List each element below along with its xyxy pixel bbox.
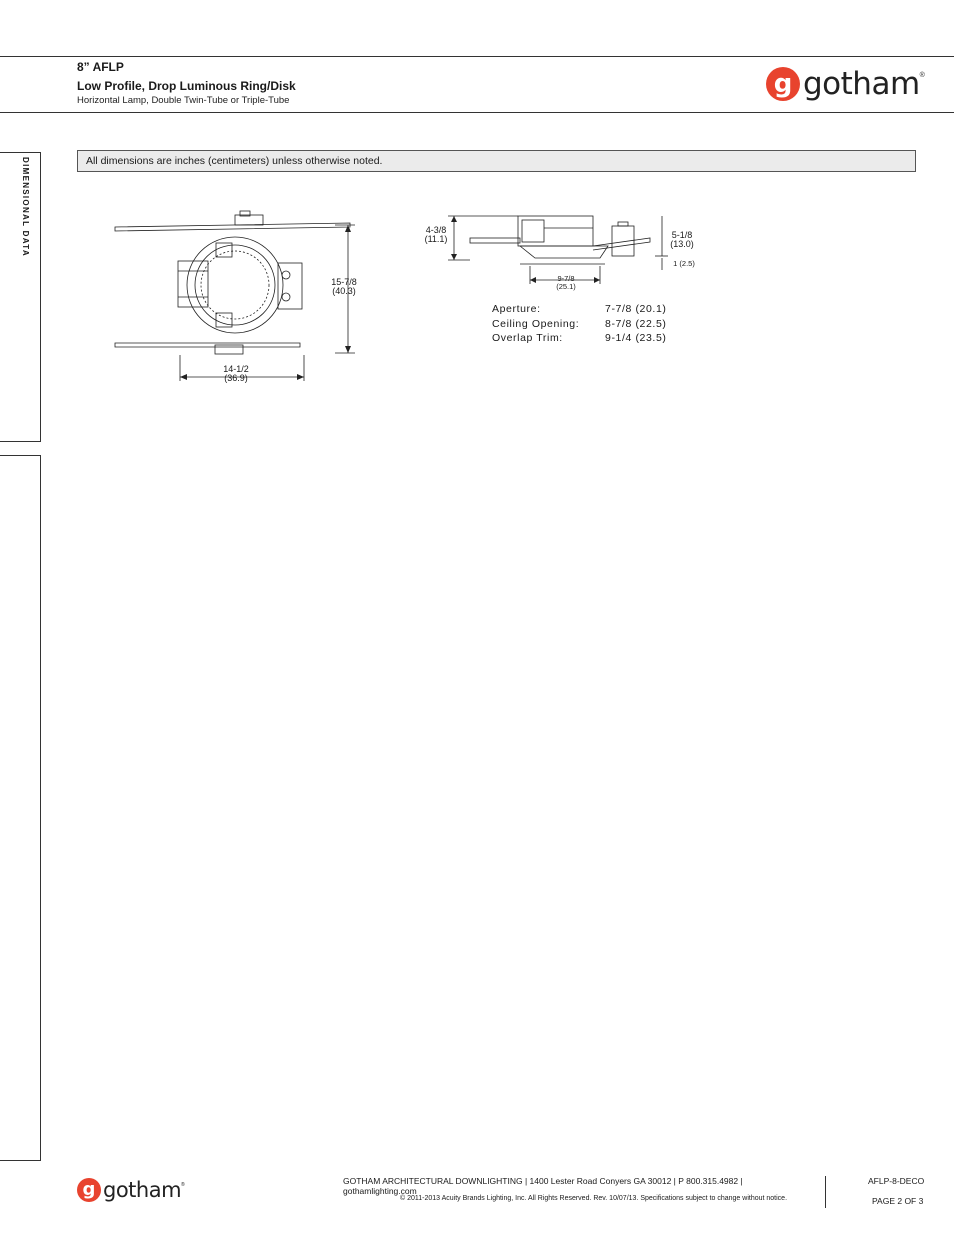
side-base-value: 9-7/8 xyxy=(557,274,575,283)
aperture-specs xyxy=(492,303,666,347)
gotham-logo xyxy=(766,66,925,102)
side-box-cm: (13.0) xyxy=(670,239,694,250)
spec-label: Aperture: xyxy=(492,303,541,315)
page-number: PAGE 2 OF 3 xyxy=(872,1196,924,1206)
footer-registered-mark: ® xyxy=(181,1182,185,1188)
side-tab-blank xyxy=(0,455,41,1161)
plan-height-dim xyxy=(322,278,366,297)
side-box-dim xyxy=(660,231,704,250)
spec-label: Ceiling Opening: xyxy=(492,317,580,330)
side-trim-dim xyxy=(664,260,704,268)
plan-height-cm: (40.3) xyxy=(332,286,356,297)
dimensions-note: All dimensions are inches (centimeters) unless otherwise noted. xyxy=(77,150,916,172)
spec-label: Overlap Trim: xyxy=(492,332,563,344)
product-description: Horizontal Lamp, Double Twin-Tube or Triple-Tube xyxy=(77,95,290,106)
spec-value: 9-1/4 (23.5) xyxy=(605,332,667,344)
plan-width-value: 14-1/2 xyxy=(223,364,249,374)
footer-gotham-g-icon: g xyxy=(77,1178,101,1202)
side-tab-label: DIMENSIONAL DATA xyxy=(21,157,30,257)
footer-copyright: © 2011-2013 Acuity Brands Lighting, Inc. All Rights Reserved. Rev. 10/07/13. Specifications subject to change without notice. xyxy=(400,1195,788,1202)
plan-width-cm: (36.9) xyxy=(224,373,248,384)
side-box-value: 5-1/8 xyxy=(671,230,693,240)
footer-gotham-logo xyxy=(77,1178,185,1202)
spec-row xyxy=(492,332,666,347)
plan-height-value: 15-7/8 xyxy=(331,277,357,287)
header-top-rule xyxy=(0,56,954,57)
registered-mark: ® xyxy=(919,72,925,79)
side-height-value: 4-3/8 xyxy=(425,225,447,235)
spec-value: 7-7/8 (20.1) xyxy=(605,303,667,315)
document-code: AFLP-8-DECO xyxy=(868,1176,925,1186)
spec-row xyxy=(492,318,666,333)
footer-logo-wordmark: gotham xyxy=(103,1178,182,1202)
product-subtitle: Low Profile, Drop Luminous Ring/Disk xyxy=(77,79,296,93)
footer-divider xyxy=(825,1176,826,1208)
side-base-cm: (25.1) xyxy=(556,281,576,291)
side-trim-value: 1 xyxy=(673,259,678,268)
footer-company-line: GOTHAM ARCHITECTURAL DOWNLIGHTING | 1400 Lester Road Conyers GA 30012 | P 800.315.4982 | gothamlighting.com xyxy=(343,1176,743,1196)
plan-width-dim xyxy=(214,365,258,384)
spec-value: 8-7/8 (22.5) xyxy=(605,317,667,330)
product-title: 8” AFLP xyxy=(77,60,124,74)
spec-row xyxy=(492,303,666,318)
side-height-cm: (11.1) xyxy=(424,234,448,245)
side-base-dim xyxy=(544,275,588,291)
side-height-dim xyxy=(414,226,458,245)
side-trim-cm: (2.5) xyxy=(679,259,695,268)
header-bottom-rule xyxy=(0,112,954,113)
logo-wordmark: gotham xyxy=(803,66,920,102)
gotham-g-icon: g xyxy=(766,67,800,101)
